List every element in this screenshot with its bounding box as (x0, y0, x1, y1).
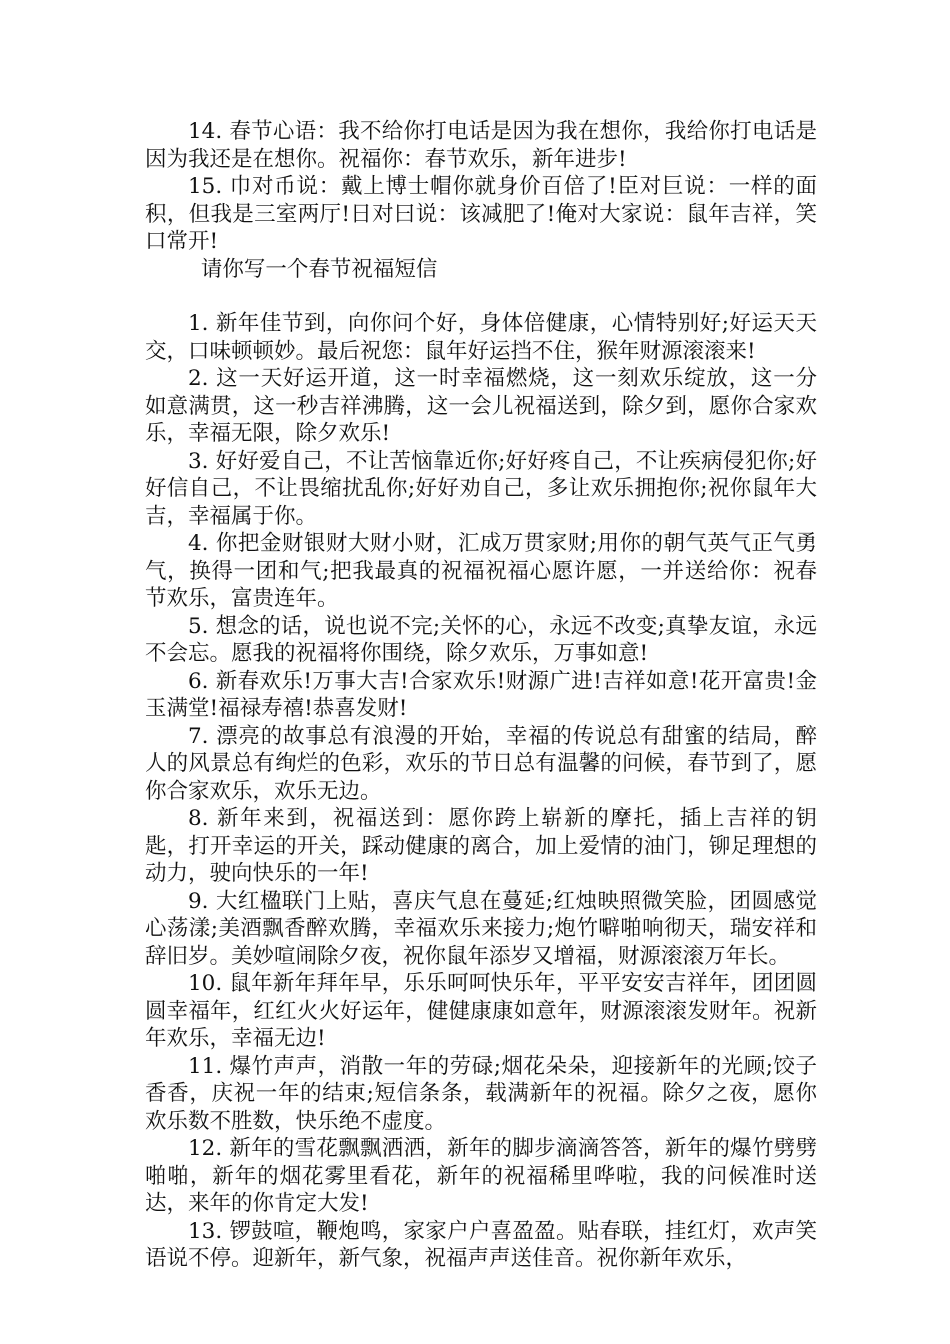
item-text: 想念的话，说也说不完;关怀的心，永远不改变;真挚友谊，永远不会忘。愿我的祝福将你围绕，除夕欢乐，万事如意! (145, 613, 817, 666)
item-text: 爆竹声声，消散一年的劳碌;烟花朵朵，迎接新年的光顾;饺子香香，庆祝一年的结束;短信条条，载满新年的祝福。除夕之夜，愿你欢乐数不胜数，快乐绝不虚度。 (145, 1053, 817, 1134)
item-text: 这一天好运开道，这一时幸福燃烧，这一刻欢乐绽放，这一分如意满贯，这一秒吉祥沸腾，这一会儿祝福送到，除夕到，愿你合家欢乐，幸福无限，除夕欢乐! (145, 366, 817, 446)
item-text: 大红楹联门上贴，喜庆气息在蔓延;红烛映照微笑脸，团圆感觉心荡漾;美酒飘香醉欢腾，幸福欢乐来接力;炮竹噼啪响彻天，瑞安祥和辞旧岁。美妙喧闹除夕夜，祝你鼠年添岁又增福，财源滚滚万年长。 (145, 888, 818, 969)
item-number: 5. (188, 613, 209, 639)
list-item (145, 888, 817, 971)
section-heading: 请你写一个春节祝福短信 (200, 256, 438, 282)
item-text: 新年佳节到，向你问个好，身体倍健康，心情特别好;好运天天交，口味顿顿妙。最后祝您：鼠年好运挡不住，猴年财源滚滚来! (145, 311, 818, 364)
item-number: 10. (188, 971, 223, 996)
item-number: 9. (188, 888, 209, 914)
list-item (145, 613, 817, 668)
item-text: 锣鼓喧，鞭炮鸣，家家户户喜盈盈。贴春联，挂红灯，欢声笑语说不停。迎新年，新气象，祝福声声送佳音。祝你新年欢乐， (145, 1218, 817, 1271)
list-item (145, 530, 817, 613)
item-text: 春节心语：我不给你打电话是因为我在想你，我给你打电话是因为我还是在想你。祝福你：春节欢乐，新年进步! (145, 119, 817, 172)
list-item (145, 448, 817, 531)
item-number: 7. (188, 723, 209, 749)
list-item (145, 365, 817, 448)
list-item (145, 1053, 817, 1136)
item-number: 12. (188, 1136, 223, 1161)
greeting-list (145, 310, 817, 1273)
list-item (145, 805, 817, 888)
item-text: 好好爱自己，不让苦恼靠近你;好好疼自己，不让疾病侵犯你;好好信自己，不让畏缩扰乱你;好好劝自己，多让欢乐拥抱你;祝你鼠年大吉，幸福属于你。 (145, 448, 817, 529)
list-item (145, 118, 817, 173)
item-number: 14. (188, 119, 223, 144)
list-item (145, 668, 817, 723)
list-item (145, 173, 817, 256)
list-item (145, 723, 817, 806)
item-text: 巾对币说：戴上博士帽你就身价百倍了!臣对巨说：一样的面积，但我是三室两厅!日对曰说：该减肥了!俺对大家说：鼠年吉祥，笑口常开! (145, 174, 817, 254)
item-text: 新春欢乐!万事大吉!合家欢乐!财源广进!吉祥如意!花开富贵!金玉满堂!福禄寿禧!恭喜发财! (145, 668, 817, 721)
list-item (145, 1135, 817, 1218)
item-number: 15. (188, 174, 223, 199)
item-text: 漂亮的故事总有浪漫的开始，幸福的传说总有甜蜜的结局，醉人的风景总有绚烂的色彩，欢乐的节日总有温馨的问候，春节到了，愿你合家欢乐，欢乐无边。 (145, 723, 817, 804)
item-number: 6. (188, 668, 209, 694)
item-number: 8. (188, 806, 209, 831)
item-text: 你把金财银财大财小财，汇成万贯家财;用你的朝气英气正气勇气，换得一团和气;把我最真的祝福祝福心愿许愿，一并送给你：祝春节欢乐，富贵连年。 (145, 531, 818, 611)
document-page (145, 118, 817, 1273)
item-text: 鼠年新年拜年早，乐乐呵呵快乐年，平平安安吉祥年，团团圆圆幸福年，红红火火好运年，健健康康如意年，财源滚滚发财年。祝新年欢乐，幸福无边! (145, 971, 817, 1051)
top-list (145, 118, 817, 256)
item-number: 3. (188, 448, 209, 474)
item-number: 11. (188, 1053, 223, 1079)
list-item (145, 970, 817, 1053)
item-number: 2. (188, 366, 209, 391)
item-text: 新年的雪花飘飘洒洒，新年的脚步滴滴答答，新年的爆竹劈劈啪啪，新年的烟花雾里看花，新年的祝福稀里哗啦，我的问候准时送达，来年的你肯定大发! (145, 1136, 817, 1216)
item-text: 新年来到，祝福送到：愿你跨上崭新的摩托，插上吉祥的钥匙，打开幸运的开关，踩动健康的离合，加上爱情的油门，铆足理想的动力，驶向快乐的一年! (145, 806, 817, 886)
list-item (145, 310, 817, 365)
item-number: 1. (188, 311, 209, 336)
item-number: 13. (188, 1218, 223, 1244)
item-number: 4. (188, 531, 209, 556)
list-item (145, 1218, 817, 1273)
